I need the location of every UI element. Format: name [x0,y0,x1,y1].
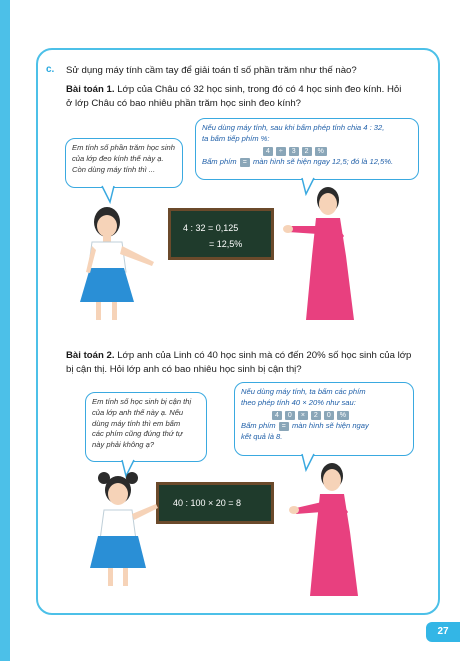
student-girl-illustration [82,468,162,598]
calculator-key: % [337,411,349,420]
bubble-line: Còn dùng máy tính thì ... [72,164,156,174]
bubble-line [202,157,412,168]
bubble-text: Bấm phím [202,157,237,167]
bubble-line: ta bấm tiếp phím %: [202,133,270,143]
board-line: 4 : 32 = 0,125 [183,223,239,233]
calculator-key: % [315,147,327,156]
problem1-text-line1 [66,83,401,97]
bubble-line: theo phép tính 40 × 20% như sau: [241,397,356,407]
bubble-line [241,421,407,432]
bubble-tail [100,186,120,206]
problem2-teacher-speech-bubble [234,382,414,456]
teacher-illustration [288,462,368,602]
problem1-title: Bài toán 1. [66,84,115,95]
bubble-line: dùng máy tính thì em bấm [92,418,181,428]
problem2-title: Bài toán 2. [66,350,115,361]
calculator-key: 2 [311,411,321,420]
calculator-key: 0 [285,411,295,420]
calculator-key: 2 [302,147,312,156]
bubble-line: Nếu dùng máy tính, ta bấm các phím [241,387,366,396]
problem2-line2: bị cận thị. Hỏi lớp anh có bao nhiêu học sinh bị cận thị? [66,364,302,375]
calculator-key: × [298,411,308,420]
teacher-illustration [284,186,364,326]
page-edge-band [0,0,10,661]
problem1-blackboard [168,208,274,260]
student-girl-illustration [72,206,162,326]
bubble-line: này phải không ạ? [92,440,155,450]
board-line: = 12,5% [209,239,243,249]
calculator-key: 3 [289,147,299,156]
bubble-line: các phím cũng đúng thứ tự [92,429,183,439]
problem1-line2: ở lớp Châu có bao nhiêu phần trăm học sinh đeo kính? [66,98,301,109]
equals-key: = [240,158,250,167]
problem1-girl-speech-bubble [65,138,183,188]
bubble-text: màn hình sẽ hiện ngay 12,5; đó là 12,5%. [252,157,394,167]
bubble-text: màn hình sẽ hiện ngay [291,421,369,431]
calculator-key: ÷ [276,147,286,156]
board-line: 40 : 100 × 20 = 8 [173,498,242,508]
bubble-line: Nếu dùng máy tính, sau khi bấm phép tính chia 4 : 32, [202,123,385,132]
calculator-key: 4 [272,411,282,420]
section-question: Sử dụng máy tính cầm tay để giải toán tỉ số phần trăm như thế nào? [66,65,357,76]
bubble-line: của lớp đeo kính thế này ạ. [72,153,164,163]
problem2-girl-speech-bubble [85,392,207,462]
problem1-line1: Lớp của Châu có 32 học sinh, trong đó có 4 học sinh đeo kính. Hỏi [117,84,402,95]
calculator-key: 0 [324,411,334,420]
bubble-line: Em tính số học sinh bị cận thị [92,397,192,406]
calculator-key: 4 [263,147,273,156]
bubble-line: Em tính số phần trăm học sinh [72,143,175,152]
page-number: 27 [426,622,460,642]
bubble-line: kết quả là 8. [241,432,283,442]
problem2-text-line1 [66,349,411,363]
section-label: c. [46,64,55,75]
problem2-line1: Lớp anh của Linh có 40 học sinh mà có đến 20% số học sinh của lớp [117,350,412,361]
calculator-key-sequence [202,146,412,157]
bubble-line: của lớp anh thế này ạ. Nếu [92,407,184,417]
equals-key: = [279,422,289,431]
problem1-teacher-speech-bubble [195,118,419,180]
bubble-text: Bấm phím [241,421,276,431]
problem2-blackboard [156,482,274,524]
calculator-key-sequence [241,410,407,421]
